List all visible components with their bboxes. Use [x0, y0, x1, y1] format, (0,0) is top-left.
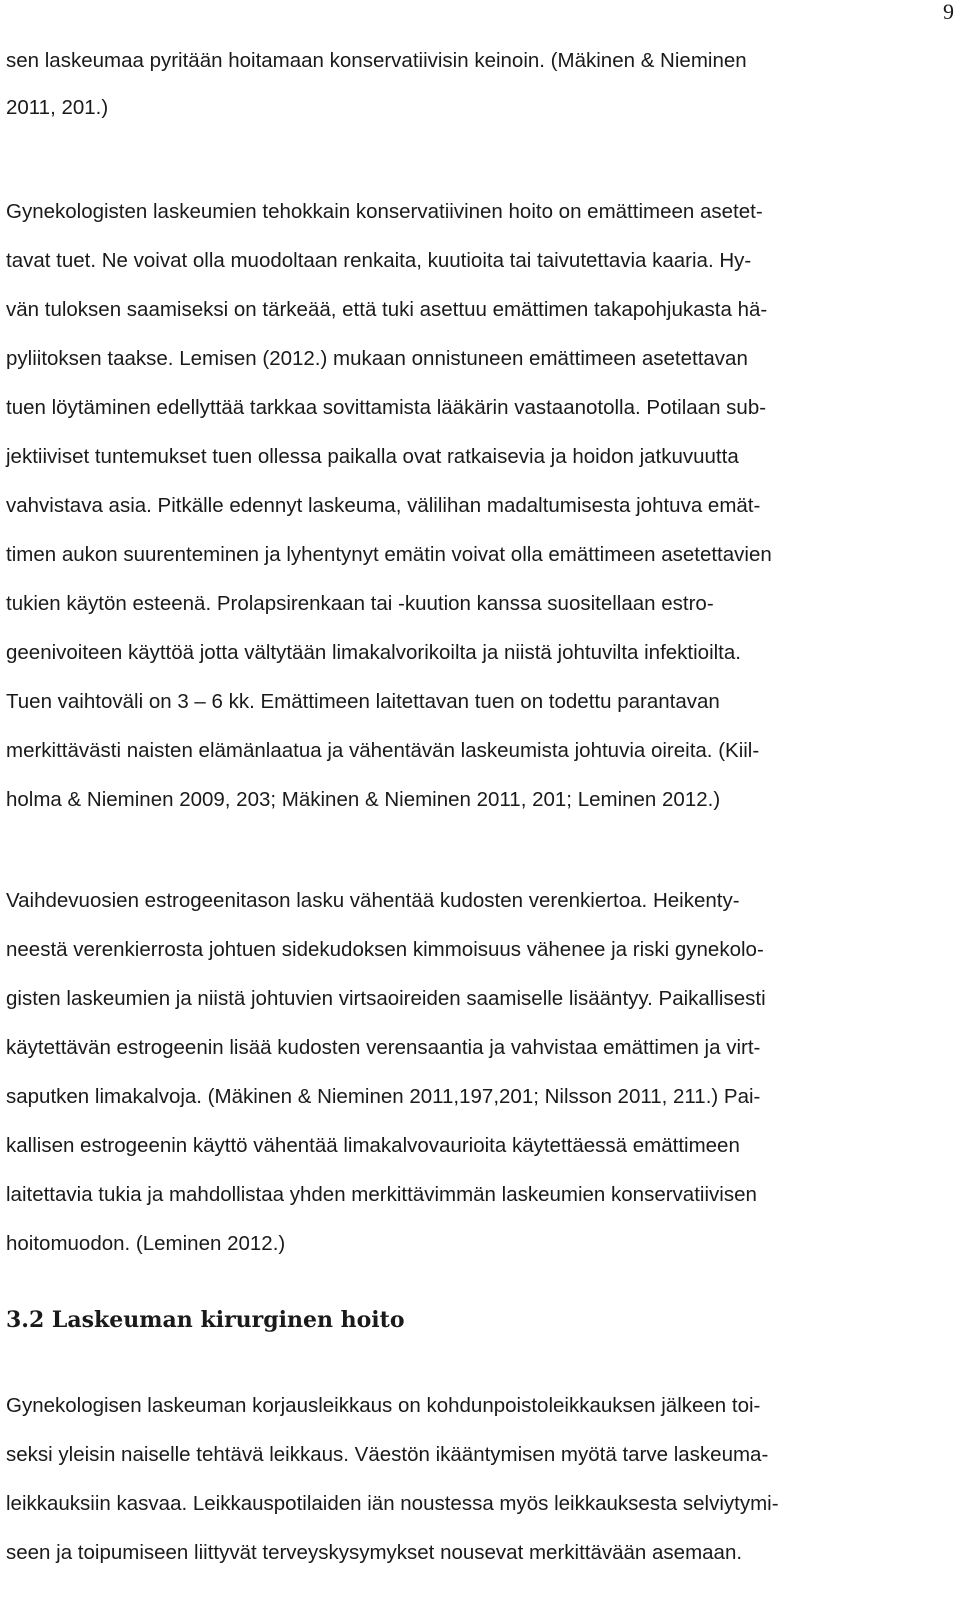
text-line: Tuen vaihtoväli on 3 – 6 kk. Emättimeen laitettavan tuen on todettu parantavan — [6, 690, 720, 713]
text-line: seen ja toipumiseen liittyvät terveyskysymykset nousevat merkittävään asemaan. — [6, 1541, 743, 1564]
text-line: Gynekologisten laskeumien tehokkain konservatiivinen hoito on emättimeen asetet- — [6, 200, 763, 223]
section-heading: 3.2 Laskeuman kirurginen hoito — [6, 1307, 405, 1333]
text-line: pyliitoksen taakse. Lemisen (2012.) mukaan onnistuneen emättimeen asetettavan — [6, 347, 748, 370]
text-line: vahvistava asia. Pitkälle edennyt laskeuma, välilihan madaltumisesta johtuva emät- — [6, 494, 761, 517]
page-number: 9 — [943, 0, 954, 24]
text-line: tukien käytön esteenä. Prolapsirenkaan tai -kuution kanssa suositellaan estro- — [6, 592, 714, 615]
paragraph-3 — [6, 876, 951, 1268]
text-line: laitettavia tukia ja mahdollistaa yhden merkittävimmän laskeumien konservatiivisen — [6, 1183, 757, 1206]
paragraph-1 — [6, 37, 951, 131]
text-line: leikkauksiin kasvaa. Leikkauspotilaiden iän noustessa myös leikkauksesta selviytymi- — [6, 1492, 779, 1515]
text-line: timen aukon suurenteminen ja lyhentynyt emätin voivat olla emättimeen asetettavien — [6, 543, 772, 566]
text-line: jektiiviset tuntemukset tuen ollessa paikalla ovat ratkaisevia ja hoidon jatkuvuutta — [6, 445, 739, 468]
paragraph-4 — [6, 1381, 951, 1577]
text-line: gisten laskeumien ja niistä johtuvien virtsaoireiden saamiselle lisääntyy. Paikallisesti — [6, 987, 766, 1010]
text-line: Vaihdevuosien estrogeenitason lasku vähentää kudosten verenkiertoa. Heikenty- — [6, 889, 740, 912]
text-line: holma & Nieminen 2009, 203; Mäkinen & Nieminen 2011, 201; Leminen 2012.) — [6, 788, 721, 811]
text-line: geenivoiteen käyttöä jotta vältytään limakalvorikoilta ja niistä johtuvilta infektioilta. — [6, 641, 741, 664]
text-line: merkittävästi naisten elämänlaatua ja vähentävän laskeumista johtuvia oireita. (Kiil- — [6, 739, 760, 762]
text-line: vän tuloksen saamiseksi on tärkeää, että tuki asettuu emättimen takapohjukasta hä- — [6, 298, 768, 321]
text-line: tuen löytäminen edellyttää tarkkaa sovittamista lääkärin vastaanotolla. Potilaan sub- — [6, 396, 767, 419]
text-line: neestä verenkierrosta johtuen sidekudoksen kimmoisuus vähenee ja riski gynekolo- — [6, 938, 764, 961]
text-line: kallisen estrogeenin käyttö vähentää limakalvovaurioita käytettäessä emättimeen — [6, 1134, 740, 1157]
text-line: 2011, 201.) — [6, 96, 109, 119]
text-line: seksi yleisin naiselle tehtävä leikkaus. Väestön ikääntymisen myötä tarve laskeuma- — [6, 1443, 769, 1466]
text-line: sen laskeumaa pyritään hoitamaan konservatiivisin keinoin. (Mäkinen & Nieminen — [6, 49, 747, 72]
text-line: Gynekologisen laskeuman korjausleikkaus on kohdunpoistoleikkauksen jälkeen toi- — [6, 1394, 761, 1417]
text-line: tavat tuet. Ne voivat olla muodoltaan renkaita, kuutioita tai taivutettavia kaaria. Hy- — [6, 249, 752, 272]
text-line: saputken limakalvoja. (Mäkinen & Nieminen 2011,197,201; Nilsson 2011, 211.) Pai- — [6, 1085, 761, 1108]
text-line: käytettävän estrogeenin lisää kudosten verensaantia ja vahvistaa emättimen ja virt- — [6, 1036, 761, 1059]
paragraph-2 — [6, 187, 951, 824]
text-line: hoitomuodon. (Leminen 2012.) — [6, 1232, 286, 1255]
